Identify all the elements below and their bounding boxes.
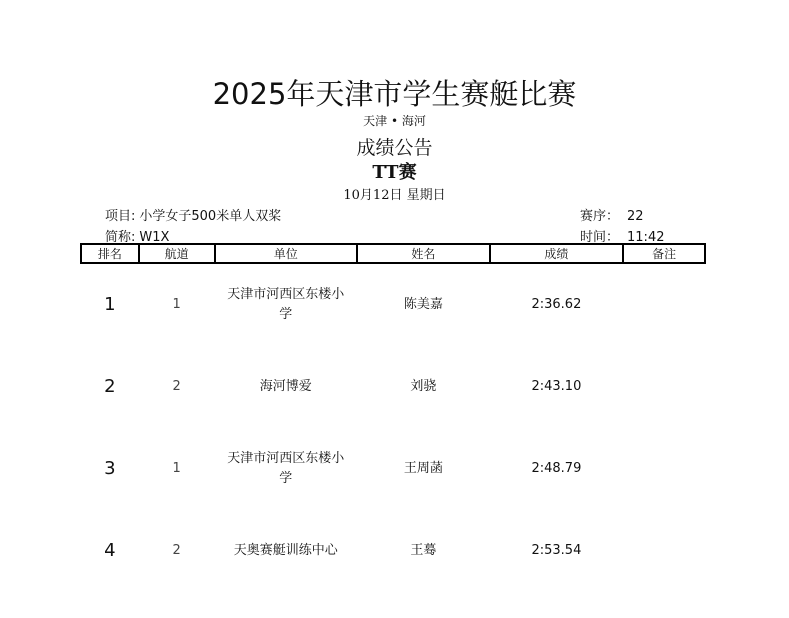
rank-cell: 2 [104,376,116,397]
note-cell [623,510,705,592]
rank-cell: 3 [104,458,116,479]
round-heading: TT赛 [372,162,417,183]
table-row [81,428,705,510]
table-row [81,510,705,592]
athlete-name-cell: 王周菡 [403,461,443,476]
time-value: 11:42 [627,230,665,245]
note-cell [623,263,705,346]
athlete-name-cell: 陈美嘉 [403,297,443,312]
header-note: 备注 [623,244,705,263]
event-info [105,205,281,224]
header-rank: 排名 [81,244,139,263]
header-lane: 航道 [139,244,215,263]
code-label: 简称: [105,230,136,245]
header-time: 成绩 [490,244,624,263]
note-cell [623,346,705,428]
notice-heading: 成绩公告 [356,137,433,159]
unit-cell: 天津市河西区东楼小学 [227,451,345,486]
unit-cell: 天津市河西区东楼小学 [227,287,345,322]
race-value: 22 [627,209,644,224]
location-subtitle: 天津 • 海河 [363,114,426,128]
time-cell: 2:43.10 [531,379,582,394]
race-info [580,205,644,224]
event-value: 小学女子500米单人双桨 [139,209,282,224]
lane-cell: 2 [172,543,181,558]
rank-cell: 4 [104,540,116,561]
time-cell: 2:36.62 [531,297,582,312]
table-row [81,263,705,346]
time-label: 时间： [580,230,620,245]
race-label: 赛序： [580,209,620,224]
table-header-row [81,244,705,263]
time-cell: 2:53.54 [531,543,582,558]
rank-cell: 1 [104,294,116,315]
page-title: 2025年天津市学生赛艇比赛 [212,77,577,111]
lane-cell: 1 [172,461,181,476]
unit-cell: 海河博爱 [259,379,312,394]
header-unit: 单位 [215,244,358,263]
results-table [80,243,706,592]
athlete-name-cell: 王蓦 [410,543,437,558]
lane-cell: 1 [172,297,181,312]
table-row [81,346,705,428]
unit-cell: 天奥赛艇训练中心 [233,543,338,558]
note-cell [623,428,705,510]
date-line: 10月12日 星期日 [343,188,446,203]
event-label: 项目: [105,209,136,224]
header-name: 姓名 [357,244,490,263]
lane-cell: 2 [172,379,181,394]
code-value: W1X [139,230,170,245]
athlete-name-cell: 刘骁 [410,379,437,394]
time-cell: 2:48.79 [531,461,582,476]
